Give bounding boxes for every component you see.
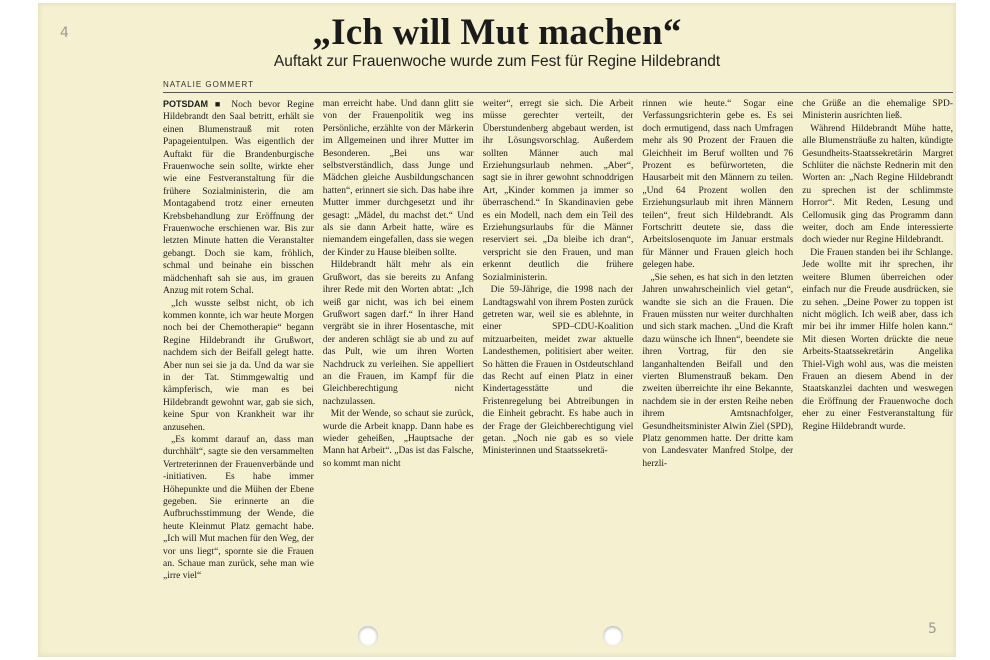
text-column-3 [483,98,634,653]
paragraph: „Ich wusste selbst nicht, ob ich kommen konnte, ich war heute Morgen noch bei der Chemotherapie“ begann Regine Hildebrandt ihr Grußwort, nachdem sich der Beifall gelegt hatte. Aber nun sei sie ja da. Und da war sie in der Tat. Stimmgewaltig und kämpferisch, wie man es bei Hildebrandt gewohnt war, gab sie sich, keine Spur von Krankheit war ihr anzusehen. [163,298,314,433]
paragraph: „Es kommt darauf an, dass man durchhält“, sagte sie den versammelten Vertreterinnen der Frauenverbände und -initiativen. Es habe immer Höhepunkte und die Mühen der Ebene gegeben. Sie erinnerte an die Aufbruchsstimmung der Wende, die heute Kleinmut Platz gemacht habe. „Ich will Mut machen für den Weg, der vor uns liegt“, spornte sie die Frauen an. Schaue man zurück, sehe man wie „irre viel“ [163,434,314,582]
article-title: „Ich will Mut machen“ [312,12,682,53]
pencil-mark: 5 [928,621,937,637]
pencil-mark: 4 [60,25,69,41]
paragraph [163,98,314,298]
punch-hole [358,626,378,646]
dateline: POTSDAM ■ [163,99,225,109]
paragraph: che Grüße an die ehemalige SPD-Ministerin ausrichten ließ. [802,99,953,122]
header-rule [163,92,953,93]
paragraph: Während Hildebrandt Mühe hatte, alle Blumensträuße zu halten, kündigte Gesundheits-Staatssekretärin Margret Schlüter die nächste Rednerin mit den Worten an: „Nach Regine Hildebrandt zu sprechen ist der schlimmste Horror“. Mit Reden, Lesung und Cellomusik ging das Programm dann weiter, doch am Ende interessierte doch wieder nur Regine Hildebrandt. [802,123,953,246]
paragraph: man erreicht habe. Und dann glitt sie von der Frauenpolitik weg ins Persönliche, erzählte von der Märkerin im Allgemeinen und ihrer Mutter im Besonderen. „Bei uns war selbstverständlich, dass Junge und Mädchen gleiche Ausbildungschancen hatten“, erinnert sie sich. Das habe ihre Mutter immer durchgesetzt und ihr gesagt: „Mädel, du machst det.“ Und als sie dann Arbeit hatte, wäre es niemandem eingefallen, dass sie wegen der Kinder zu Hause bleiben sollte. [322,99,474,258]
paragraph-text: Noch bevor Regine Hildebrandt den Saal betritt, erhält sie einen Blumenstrauß mit roten Papageientulpen. Was eigentlich der Auftakt für die Brandenburgische Frauenwoche sein sollte, wirkte eher wie eine Festveranstaltung für die frühere Sozialministerin, die am Montagabend trotz einer erneuten Krebsbehandlung zur Eröffnung der Frauenwoche erschienen war. Bis zur letzten Minute hatten die Veranstalter gebangt. Doch sie kam, fröhlich, schmal und beinahe ein bisschen mädchenhaft sah sie aus, im grauen Anzug mit rotem Schal. [163,100,314,297]
paragraph: Die Frauen standen bei ihr Schlange. Jede wollte mit ihr sprechen, ihr weitere Blumen überreichen oder einfach nur die Freude ausdrücken, sie zu sehen. „Deine Power zu toppen ist nicht möglich. Ich weiß aber, dass ich mir bei ihr immer Hilfe holen kann.“ Mit diesen Worten drückte die neue Arbeits-Staatssekretärin Angelika Thiel-Vigh wohl aus, was die meisten Frauen an diesem Abend in der Staatskanzlei dachten und weswegen die Eröffnung der Frauenwoche doch eher zu einer Festveranstaltung für Regine Hildebrandt wurde. [802,247,953,432]
paragraph: Hildebrandt hält mehr als ein Grußwort, das sie bereits zu Anfang ihrer Rede mit den Worten abtat: „Ich weiß gar nicht, was ich bei einem Grußwort sagen darf.“ In ihrer Hand vergräbt sie in ihrer Hosentasche, mit der anderen schlägt sie ab und zu auf das Pult, wie um ihren Worten Nachdruck zu verleihen. Sie appelliert an die Frauen, im Kampf für die Gleichberechtigung nicht nachzulassen. [322,260,474,407]
text-column-2 [323,98,474,653]
text-column-5 [802,98,953,653]
paragraph: rinnen wie heute.“ Sogar eine Verfassungsrichterin gebe es. Es sei doch ermutigend, dass nach Umfragen mehr als 90 Prozent der Frauen die Gleichheit im Beruf wollten und 76 Prozent es befürworteten, die Hausarbeit mit den Männern zu teilen. „Und 64 Prozent wollen den Erziehungsurlaub mit ihren Männern teilen“, freut sich Hildebrandt. Als Fortschritt deutete sie, dass die Arbeitslosenquote im Januar erstmals für Männer und Frauen gleich hoch gelegen habe. [642,99,794,271]
text-column-1 [163,98,314,653]
article-author: NATALIE GOMMERT [163,80,255,89]
article-body [163,98,953,653]
paragraph: Mit der Wende, so schaut sie zurück, wurde die Arbeit knapp. Dann habe es wieder geheißen, „Hauptsache der Mann hat Arbeit“. „Das ist das Falsche, so kommt man nicht [322,409,474,469]
article-subtitle: Auftakt zur Frauenwoche wurde zum Fest für Regine Hildebrandt [273,53,721,70]
text-column-4 [642,98,793,653]
paragraph: „Sie sehen, es hat sich in den letzten Jahren unwahrscheinlich viel getan“, wandte sie sich an die Frauen. Die Frauen müssten nur weiter durchhalten und sich stark machen. „Und die Kraft dazu wünsche ich Ihnen“, beendete sie ihren Vortrag, für den sie langanhaltenden Beifall und den vierten Blumenstrauß bekam. Den zweiten überreichte ihr eine Bekannte, nachdem sie in der ersten Reihe neben ihrem Amtsnachfolger, Gesundheitsminister Alwin Ziel (SPD), Platz genommen hatte. Der dritte kam von Landesvater Manfred Stolpe, der herzli- [642,272,794,469]
punch-hole [603,626,623,646]
paragraph: Die 59-Jährige, die 1998 nach der Landtagswahl von ihrem Posten zurück getreten war, weil sie es ablehnte, in einer SPD–CDU-Koalition mitzuarbeiten, meidet zwar aktuelle Landesthemen, politisiert aber weiter. So hätten die Frauen in Ostdeutschland das Recht auf einen Platz in einer Kindertagesstätte und die Fristenregelung bei Abtreibungen in die Einheit gebracht. Es habe auch in der Frage der Gleichberechtigung viel getan. „Noch nie gab es so viele Ministerinnen und Staatssekretä- [482,285,634,457]
paragraph: weiter“, erregt sie sich. Die Arbeit müsse gerechter verteilt, der Überstundenberg abgebaut werden, ist ihr Lösungsvorschlag. Außerdem sollten Männer auch mal Erziehungsurlaub nehmen. „Aber“, sagt sie in ihrer gewohnt schnoddrigen Art, „Kinder kommen ja immer so überraschend.“ In Skandinavien gebe es ein Modell, nach dem ein Teil des Erziehungsurlaubs für die Männer reserviert sei. „Da bleibe ich dran“, verspricht sie den Frauen, und man erkennt deutlich die frühere Sozialministerin. [482,99,634,283]
newspaper-clipping [38,3,956,657]
